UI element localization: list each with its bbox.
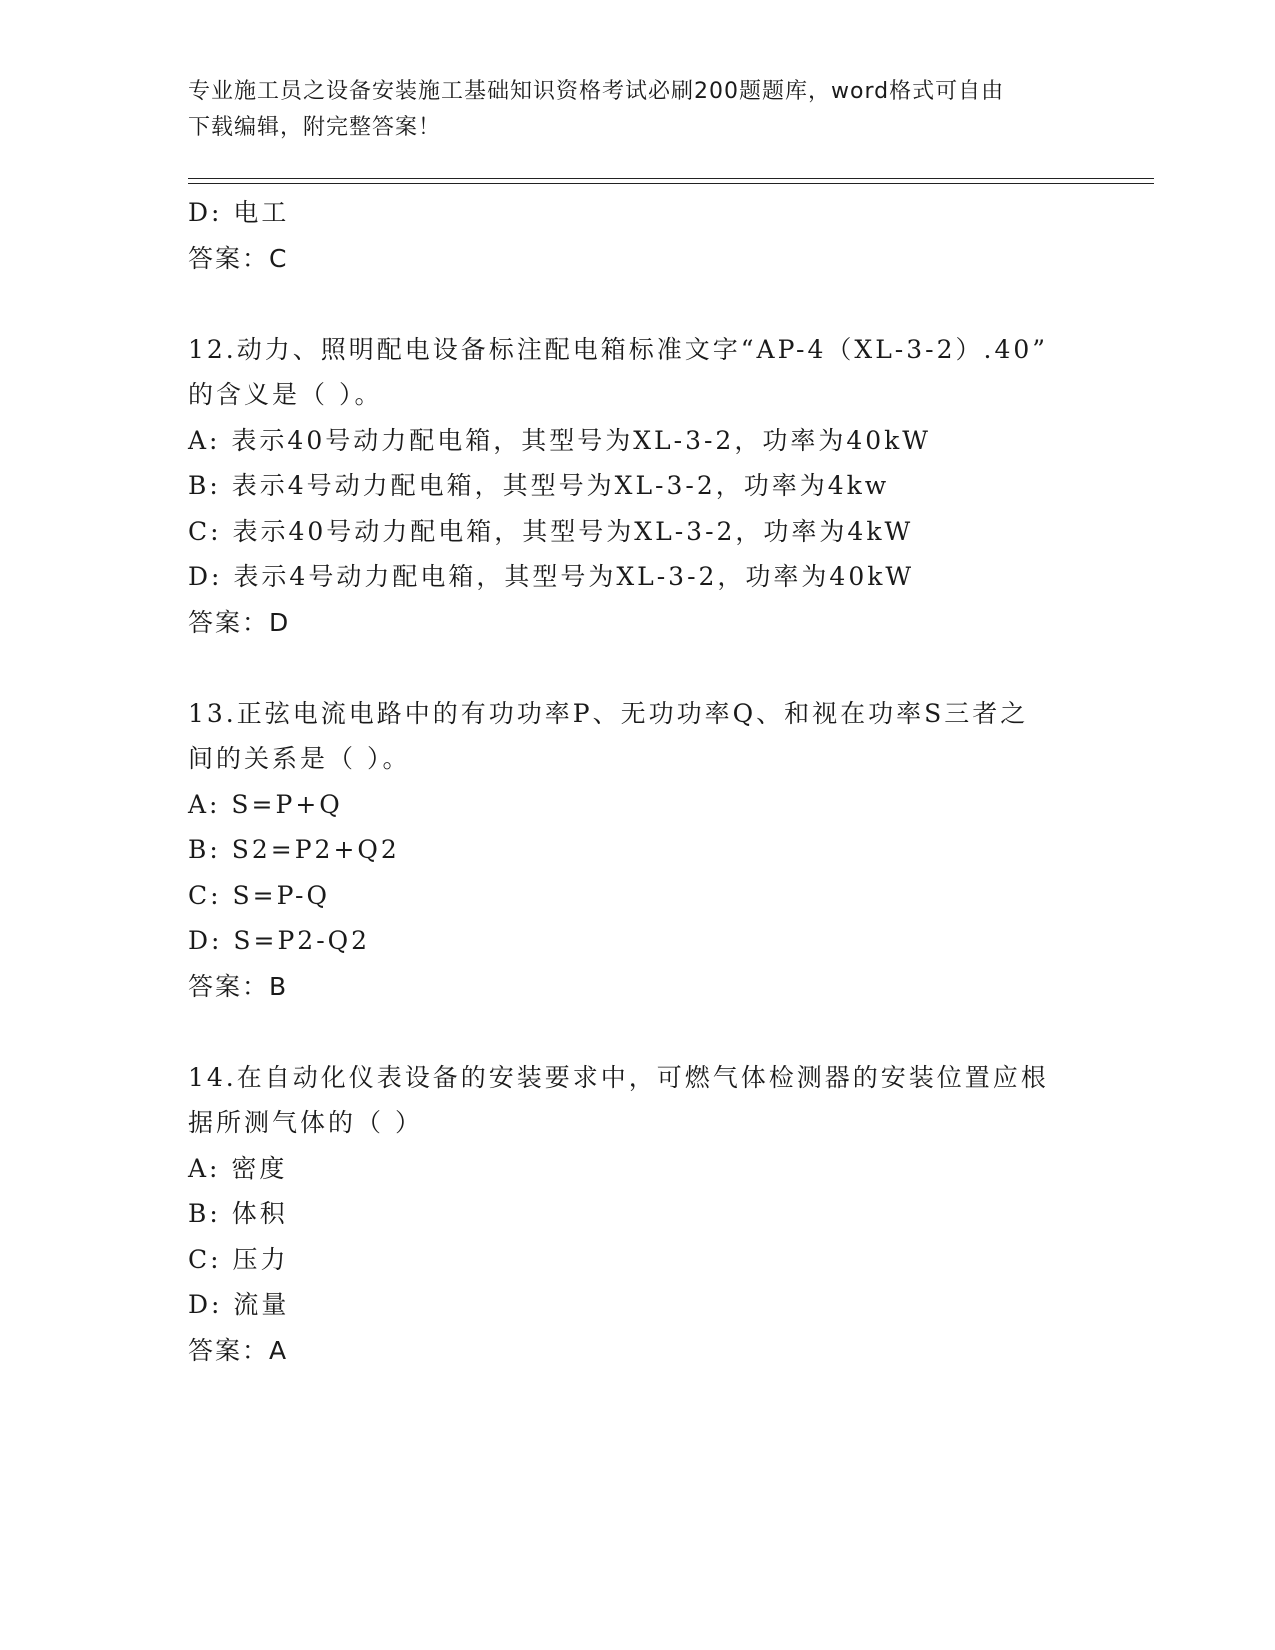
question-spacer (188, 281, 1088, 327)
question-stem-continued: 间的关系是（ ）。 (188, 744, 411, 773)
answer-line: 答案：C (188, 243, 289, 273)
question-13 (188, 691, 1088, 1010)
option-b: B: 表示4号动力配电箱，其型号为XL-3-2，功率为4kw (188, 471, 890, 500)
question-14 (188, 1055, 1088, 1374)
question-stem-continued: 的含义是（ ）。 (188, 380, 383, 409)
header-divider-top (188, 178, 1154, 179)
question-spacer (188, 645, 1088, 691)
option-d: D: 电工 (188, 198, 290, 227)
option-c: C: 压力 (188, 1244, 289, 1274)
question-stem: 12.动力、照明配电设备标注配电箱标准文字“AP-4（XL-3-2）.40” (188, 334, 1049, 364)
option-a: A: 表示40号动力配电箱，其型号为XL-3-2，功率为40kW (188, 425, 931, 455)
option-d: D: S=P2-Q2 (188, 926, 371, 955)
answer-line: 答案：A (188, 1335, 289, 1365)
option-a: A: S=P+Q (188, 789, 343, 819)
option-a: A: 密度 (188, 1153, 288, 1183)
question-stem: 14.在自动化仪表设备的安装要求中，可燃气体检测器的安装位置应根 (188, 1062, 1049, 1092)
answer-line: 答案：D (188, 607, 291, 637)
question-12 (188, 327, 1088, 646)
option-d: D: 表示4号动力配电箱，其型号为XL-3-2，功率为40kW (188, 562, 915, 591)
question-11-tail (188, 190, 1088, 281)
question-list (188, 190, 1088, 1373)
question-spacer (188, 1009, 1088, 1055)
header-divider-bottom (188, 183, 1154, 184)
page-header (188, 74, 1068, 146)
answer-line: 答案：B (188, 971, 289, 1001)
option-b: B: 体积 (188, 1199, 288, 1228)
option-d: D: 流量 (188, 1290, 290, 1319)
option-c: C: S=P-Q (188, 880, 330, 910)
header-title-line-2: 下载编辑，附完整答案！ (188, 115, 442, 140)
question-stem-continued: 据所测气体的（ ） (188, 1108, 423, 1137)
option-b: B: S2=P2+Q2 (188, 835, 400, 864)
header-title-line-1: 专业施工员之设备安装施工基础知识资格考试必刷200题题库，word格式可自由 (188, 79, 1005, 104)
question-stem: 13.正弦电流电路中的有功功率P、无功功率Q、和视在功率S三者之 (188, 698, 1029, 728)
option-c: C: 表示40号动力配电箱，其型号为XL-3-2，功率为4kW (188, 516, 914, 546)
